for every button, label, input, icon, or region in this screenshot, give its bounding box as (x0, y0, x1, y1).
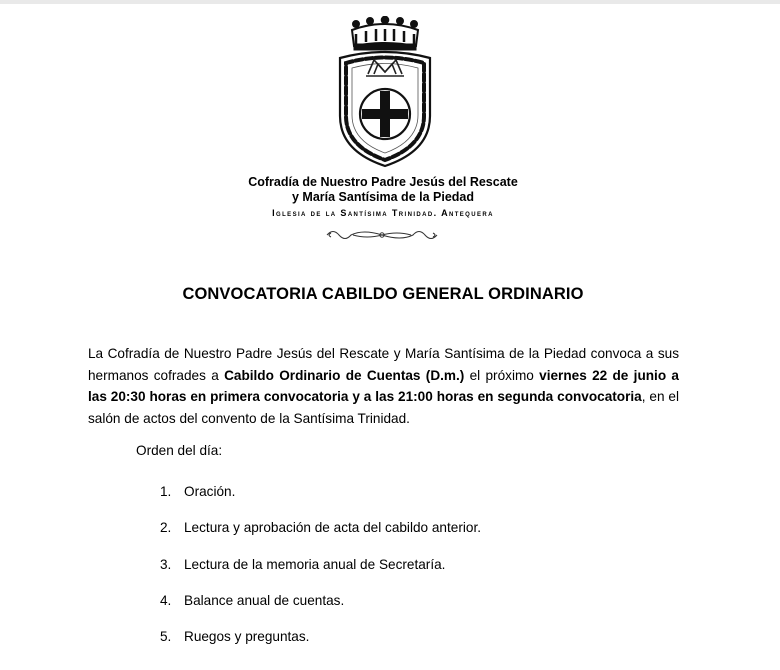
brotherhood-header (0, 175, 766, 218)
agenda-item (160, 519, 481, 555)
agenda-item (160, 556, 481, 592)
paragraph-bold-date: viernes 22 de junio a las 20:30 horas en primera convocatoria y a las 21:00 horas en segunda convocatoria (88, 367, 679, 404)
flourish-ornament-icon (323, 226, 441, 244)
paragraph-bold-meeting: Cabildo Ordinario de Cuentas (D.m.) (224, 367, 465, 383)
top-edge (0, 0, 780, 4)
brotherhood-name-line2: y María Santísima de la Piedad (291, 190, 475, 204)
agenda-item-text: Ruegos y preguntas. (184, 629, 310, 645)
crown-icon (352, 16, 418, 50)
agenda-item-text: Lectura de la memoria anual de Secretaría. (184, 556, 446, 572)
agenda-item (160, 628, 481, 664)
paragraph-text-3: , en el salón de actos del convento de la Santísima Trinidad. (88, 389, 680, 426)
agenda-item-text: Oración. (184, 484, 236, 499)
brotherhood-crest-icon (330, 16, 440, 176)
convocation-paragraph (88, 343, 679, 429)
agenda-item-text: Balance anual de cuentas. (184, 592, 345, 608)
agenda-item (160, 592, 481, 628)
agenda-list (160, 483, 481, 664)
agenda-item-text: Lectura y aprobación de acta del cabildo anterior. (184, 520, 481, 536)
agenda-item (160, 483, 481, 519)
paragraph-text-1: La Cofradía de Nuestro Padre Jesús del Rescate y María Santísima de la Piedad convoca a sus hermanos cofrades a (88, 346, 679, 383)
document-title: CONVOCATORIA CABILDO GENERAL ORDINARIO (182, 285, 584, 303)
brotherhood-name-line1: Cofradía de Nuestro Padre Jesús del Rescate (248, 175, 518, 189)
agenda-item-number: 4. (160, 592, 172, 608)
agenda-item-number: 1. (160, 484, 172, 499)
church-name: Iglesia de la Santísima Trinidad. Antequera (272, 208, 494, 218)
agenda-label: Orden del día: (136, 443, 223, 458)
agenda-item-number: 2. (160, 520, 172, 536)
agenda-item-number: 3. (160, 556, 172, 572)
paragraph-text-2: el próximo (464, 367, 540, 383)
agenda-item-number: 5. (160, 629, 172, 645)
